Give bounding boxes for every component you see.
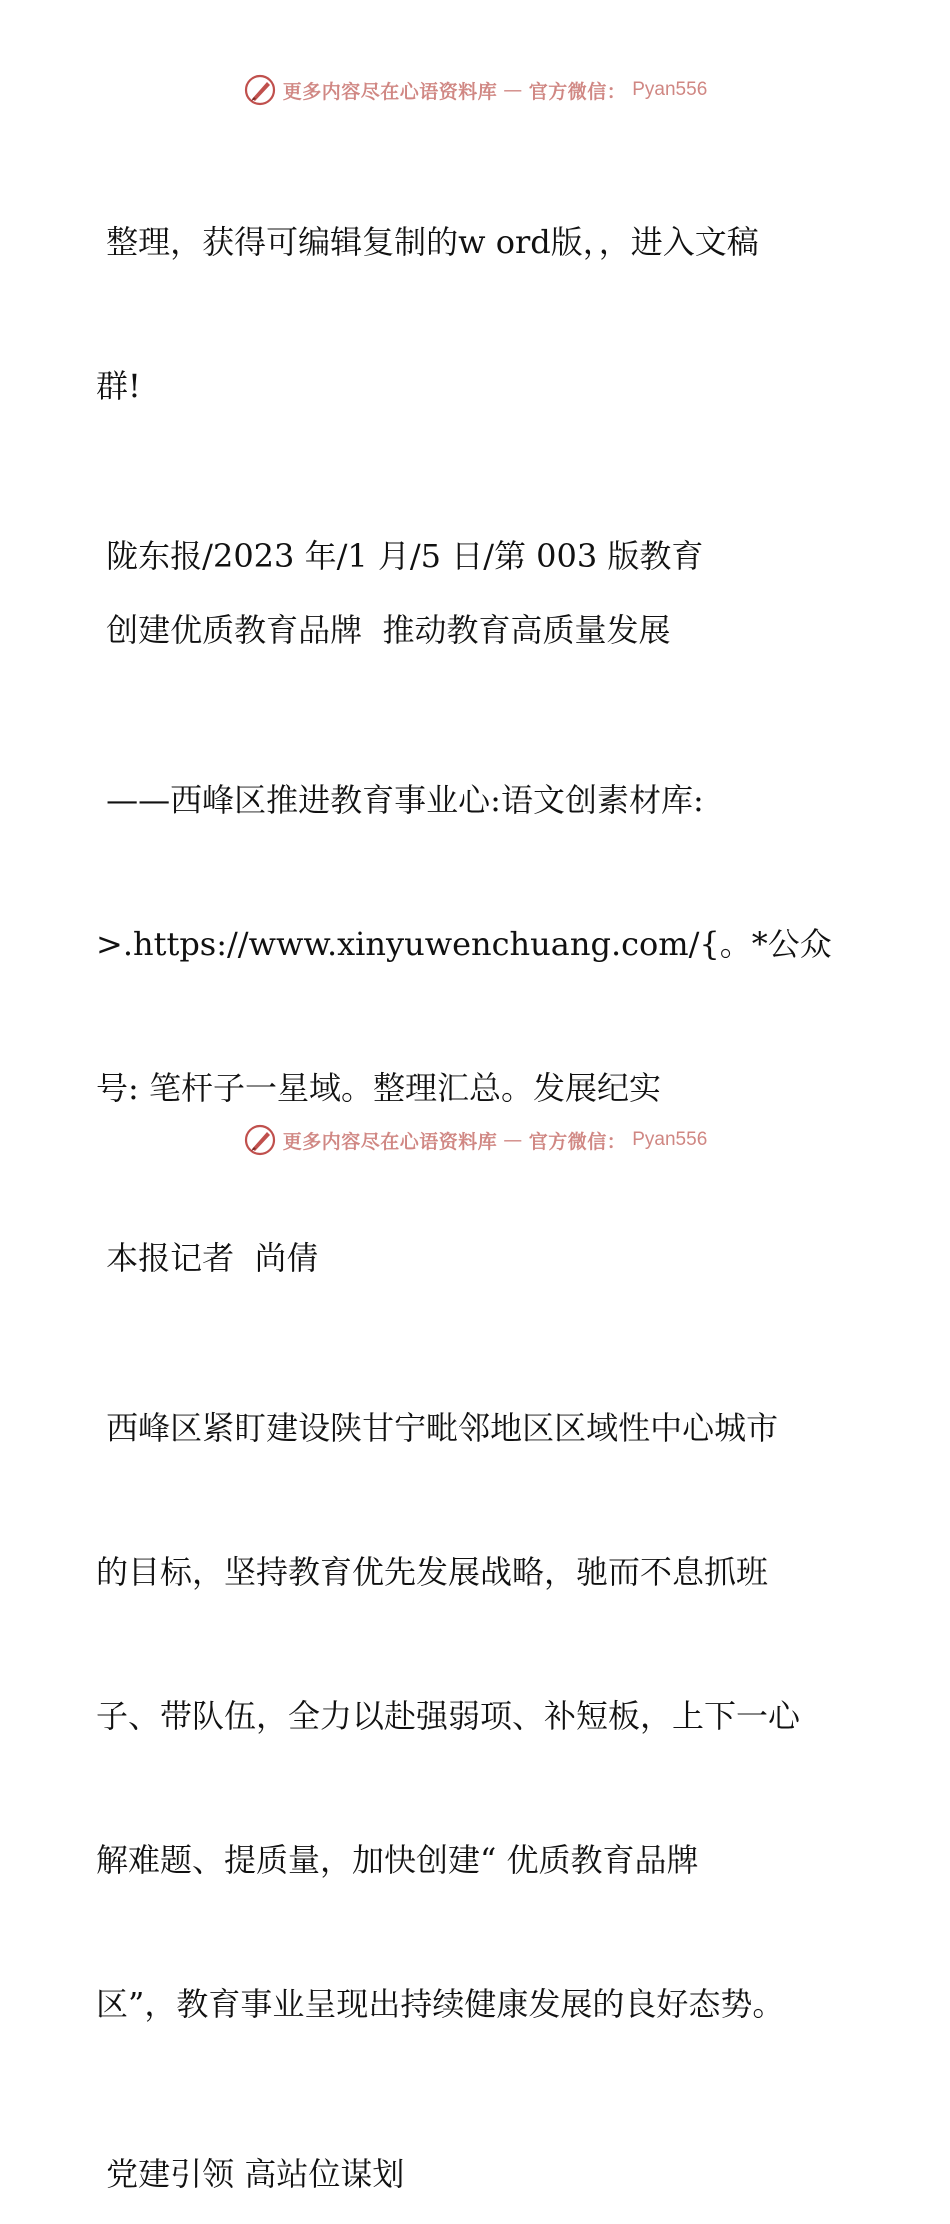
subheadline-line-1: ——西峰区推进教育事业心:语文创素材库:: [96, 781, 704, 819]
lead-line: 西峰区紧盯建设陕甘宁毗邻地区区域性中心城市: [96, 1409, 779, 1447]
watermark-dash: —: [503, 79, 523, 101]
header-watermark: [0, 70, 950, 110]
byline: 本报记者 尚倩: [96, 1239, 319, 1277]
subheadline-line-3: 号: 笔杆子一星域。整理汇总。发展纪实: [96, 1069, 661, 1107]
lead-line: 的目标，坚持教育优先发展战略，驰而不息抓班: [96, 1553, 769, 1591]
lead-paragraph: [96, 1308, 856, 2124]
lead-line: 区”，教育事业呈现出持续健康发展的良好态势。: [96, 1985, 785, 2023]
footer-watermark: [0, 1120, 950, 1160]
quill-logo-icon: [243, 73, 277, 107]
watermark-channel: 官方微信：: [528, 1130, 627, 1153]
watermark-id: Pyan556: [632, 1129, 708, 1150]
lead-line: 子、带队伍，全力以赴强弱项、补短板，上下一心: [96, 1697, 801, 1735]
intro-line-1: 整理，获得可编辑复制的w ord版，，进入文稿: [96, 223, 759, 261]
intro-paragraph: [96, 122, 856, 506]
headline: 创建优质教育品牌 推动教育高质量发展: [96, 611, 671, 649]
lead-line: 解难题、提质量，加快创建“ 优质教育品牌: [96, 1841, 699, 1879]
section-title: 党建引领 高站位谋划: [96, 2155, 405, 2193]
subheadline-line-2: >.https://www.xinyuwenchuang.com/{。*公众: [96, 925, 832, 963]
watermark-text: 更多内容尽在心语资料库: [282, 80, 498, 103]
dateline: 陇东报/2023 年/1 月/5 日/第 003 版教育: [96, 537, 704, 575]
document-body: [96, 122, 856, 2224]
intro-line-2: 群!: [96, 367, 141, 405]
watermark-text: 更多内容尽在心语资料库: [282, 1130, 498, 1153]
watermark-id: Pyan556: [632, 79, 708, 100]
watermark-channel: 官方微信：: [528, 80, 627, 103]
quill-logo-icon: [243, 1123, 277, 1157]
watermark-dash: —: [503, 1129, 523, 1151]
